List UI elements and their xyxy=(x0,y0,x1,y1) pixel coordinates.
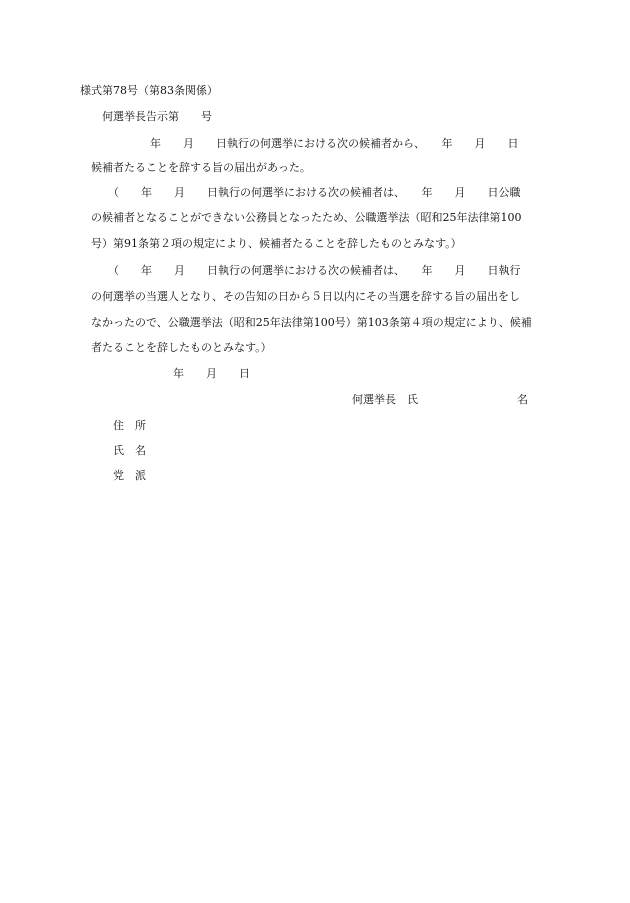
date-line: 年 月 日 xyxy=(173,367,250,380)
notice1-line2: 候補者たることを辞する旨の届出があった。 xyxy=(91,161,311,174)
notice2-line3: 号）第91条第２項の規定により、候補者たることを辞したものとみなす。） xyxy=(91,237,462,250)
notice2-line2: の候補者となることができない公務員となったため、公職選挙法（昭和25年法律第100 xyxy=(91,211,522,224)
notice3-line1: （ 年 月 日執行の何選挙における次の候補者は、 年 月 日執行 xyxy=(108,264,521,277)
notice2-line1: （ 年 月 日執行の何選挙における次の候補者は、 年 月 日公職 xyxy=(108,186,521,199)
field-party: 党 派 xyxy=(113,469,146,482)
notice3-line3: なかったので、公職選挙法（昭和25年法律第100号）第103条第４項の規定により、候補 xyxy=(91,316,532,329)
field-address: 住 所 xyxy=(113,419,146,432)
form-title: 様式第78号（第83条関係） xyxy=(80,84,218,97)
field-name: 氏 名 xyxy=(113,444,146,457)
notice3-line2: の何選挙の当選人となり、その告知の日から５日以内にその当選を辞する旨の届出をし xyxy=(91,290,520,303)
notice3-line4: 者たることを辞したものとみなす。） xyxy=(91,341,272,354)
notice-header: 何選挙長告示第 号 xyxy=(102,110,212,123)
signature-line: 何選挙長 氏 名 xyxy=(352,393,528,406)
notice1-line1: 年 月 日執行の何選挙における次の候補者から、 年 月 日 xyxy=(150,137,519,150)
